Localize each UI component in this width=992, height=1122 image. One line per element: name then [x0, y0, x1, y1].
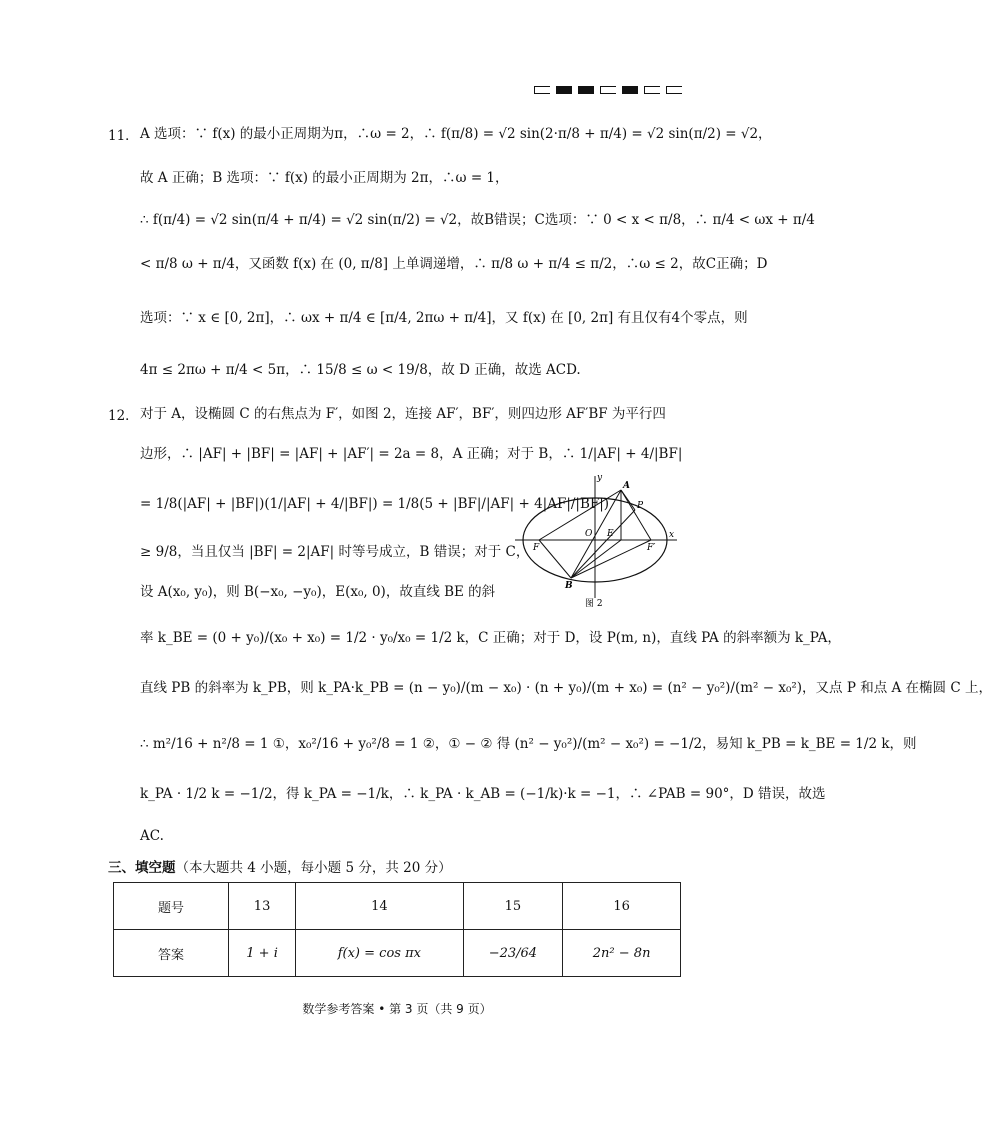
q12-line: AC.: [140, 828, 164, 844]
header-mark: [644, 86, 660, 94]
label-o: O: [585, 529, 593, 539]
label-b: B: [565, 581, 573, 591]
header-mark: [534, 86, 550, 94]
question-number-cell: 16: [563, 883, 681, 930]
page-footer: 数学参考答案 • 第 3 页（共 9 页）: [302, 1002, 492, 1016]
label-y: y: [597, 473, 603, 483]
question-number-cell: 14: [296, 883, 463, 930]
q12-line: k_PA · 1/2 k = −1/2，得 k_PA = −1/k，∴ k_PA · k_AB = (−1/k)·k = −1，∴ ∠PAB = 90°，D 错误，故选: [140, 786, 826, 802]
section-3-note: （本大题共 4 小题，每小题 5 分，共 20 分）: [175, 860, 452, 876]
q12-line: 边形，∴ |AF| + |BF| = |AF| + |AF′| = 2a = 8，A 正确；对于 B，∴ 1/|AF| + 4/|BF|: [140, 446, 683, 462]
line-bf: [539, 540, 571, 578]
header-marks: [534, 86, 682, 94]
q11-line: 4π ≤ 2πω + π/4 < 5π，∴ 15/8 ≤ ω < 19/8，故 D 正确，故选 ACD.: [140, 362, 581, 378]
label-x: x: [669, 530, 675, 540]
header-mark: [666, 86, 682, 94]
label-f-prime: F′: [647, 543, 656, 553]
q12-line: = 1/8(|AF| + |BF|)(1/|AF| + 4/|BF|) = 1/8(5 + |BF|/|AF| + 4|AF|/|BF|): [140, 496, 610, 512]
q11-line: A 选项：∵ f(x) 的最小正周期为π，∴ω = 2，∴ f(π/8) = √2 sin(2·π/8 + π/4) = √2 sin(π/2) = √2，: [140, 126, 772, 142]
section-3-heading: [108, 856, 452, 876]
line-bf2: [571, 540, 651, 578]
question-12-number: 12．: [108, 408, 139, 424]
answer-cell: −23/64: [463, 930, 563, 977]
answer-cell: 2n² − 8n: [563, 930, 681, 977]
figure-caption: 图 2: [585, 599, 603, 609]
question-number-cell: 13: [229, 883, 296, 930]
label-f: F: [533, 543, 540, 553]
question-11-number: 11．: [108, 128, 139, 144]
label-a: A: [623, 481, 630, 491]
row-label: 答案: [114, 930, 229, 977]
q12-line: 直线 PB 的斜率为 k_PB，则 k_PA·k_PB = (n − y₀)/(m − x₀) · (n + y₀)/(m + x₀) = (n² − y₀²)/(m² − x₀²)，又点 P 和点 A 在椭圆 C 上，: [140, 680, 992, 696]
q12-line: ≥ 9/8，当且仅当 |BF| = 2|AF| 时等号成立，B 错误；对于 C，: [140, 544, 530, 560]
header-mark: [600, 86, 616, 94]
line-be: [571, 540, 621, 578]
row-label: 题号: [114, 883, 229, 930]
section-3-title: 三、填空题: [108, 860, 176, 876]
header-mark: [578, 86, 594, 94]
answer-cell: f(x) = cos πx: [296, 930, 463, 977]
label-e: E: [607, 529, 614, 539]
header-mark: [622, 86, 638, 94]
q11-line: ∴ f(π/4) = √2 sin(π/4 + π/4) = √2 sin(π/2) = √2，故B错误；C选项：∵ 0 < x < π/8，∴ π/4 < ωx + π/4: [140, 212, 815, 228]
label-p: P: [637, 501, 644, 511]
table-row: [114, 930, 681, 977]
q11-line: 选项：∵ x ∈ [0, 2π]，∴ ωx + π/4 ∈ [π/4, 2πω + π/4]，又 f(x) 在 [0, 2π] 有且仅有4个零点，则: [140, 310, 748, 326]
line-bp: [571, 510, 635, 578]
answer-cell: 1 + i: [229, 930, 296, 977]
line-af2: [621, 490, 651, 540]
line-ap: [621, 490, 635, 510]
answer-table: [113, 882, 681, 977]
q11-line: < π/8 ω + π/4，又函数 f(x) 在 (0, π/8] 上单调递增，∴ π/8 ω + π/4 ≤ π/2，∴ω ≤ 2，故C正确；D: [140, 256, 768, 272]
ellipse-diagram: [505, 470, 685, 610]
q12-line: 设 A(x₀, y₀)，则 B(−x₀, −y₀)，E(x₀, 0)，故直线 BE 的斜: [140, 584, 496, 600]
q12-line: 率 k_BE = (0 + y₀)/(x₀ + x₀) = 1/2 · y₀/x₀ = 1/2 k，C 正确；对于 D，设 P(m, n)，直线 PA 的斜率额为 k_PA，: [140, 630, 841, 646]
table-row: [114, 883, 681, 930]
q12-line: ∴ m²/16 + n²/8 = 1 ①，x₀²/16 + y₀²/8 = 1 ②，① − ② 得 (n² − y₀²)/(m² − x₀²) = −1/2，易知 k_PB = k_BE = 1/2 k，则: [140, 736, 917, 752]
q11-line: 故 A 正确；B 选项：∵ f(x) 的最小正周期为 2π，∴ω = 1，: [140, 170, 509, 186]
q12-line: 对于 A，设椭圆 C 的右焦点为 F′，如图 2，连接 AF′，BF′，则四边形 AF′BF 为平行四: [140, 406, 666, 422]
question-number-cell: 15: [463, 883, 563, 930]
header-mark: [556, 86, 572, 94]
